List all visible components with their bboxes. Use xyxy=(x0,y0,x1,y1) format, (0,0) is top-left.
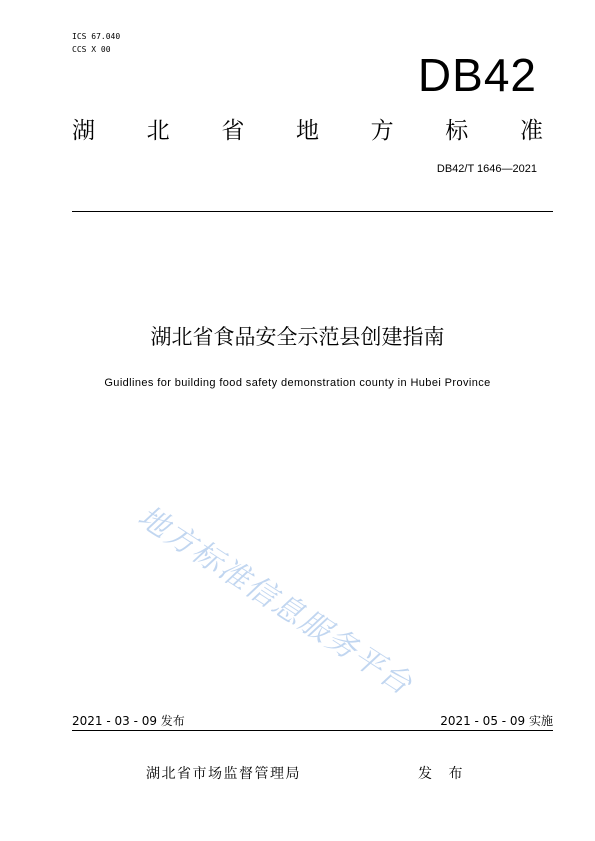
issuing-authority: 湖北省市场监督管理局 xyxy=(146,766,301,782)
implementation-date: 2021 - 05 - 09 实施 xyxy=(440,714,553,728)
top-divider xyxy=(72,211,553,212)
issue-label: 发 布 xyxy=(418,766,469,782)
standard-type-char: 标 xyxy=(445,118,469,144)
standard-type-char: 地 xyxy=(295,118,319,144)
document-title-chinese: 湖北省食品安全示范县创建指南 xyxy=(150,325,445,349)
watermark-text: 地方标准信息服务平台 xyxy=(131,499,419,703)
issue-date: 2021 - 03 - 09 发布 xyxy=(72,714,185,728)
standard-number: DB42/T 1646—2021 xyxy=(436,163,537,175)
standard-type xyxy=(72,116,543,146)
ics-code: ICS 67.040 xyxy=(72,32,121,41)
document-title-english: Guidlines for building food safety demonstration county in Hubei Province xyxy=(104,377,491,389)
standard-code: DB42 xyxy=(417,49,537,101)
bottom-divider xyxy=(72,730,553,731)
standard-type-char: 北 xyxy=(146,118,170,144)
standard-type-char: 湖 xyxy=(72,118,95,144)
standard-type-char: 准 xyxy=(519,118,543,144)
ccs-code: CCS X 00 xyxy=(72,45,111,54)
classification-codes xyxy=(72,30,120,56)
standard-type-char: 方 xyxy=(370,118,394,144)
standard-type-char: 省 xyxy=(221,118,245,144)
